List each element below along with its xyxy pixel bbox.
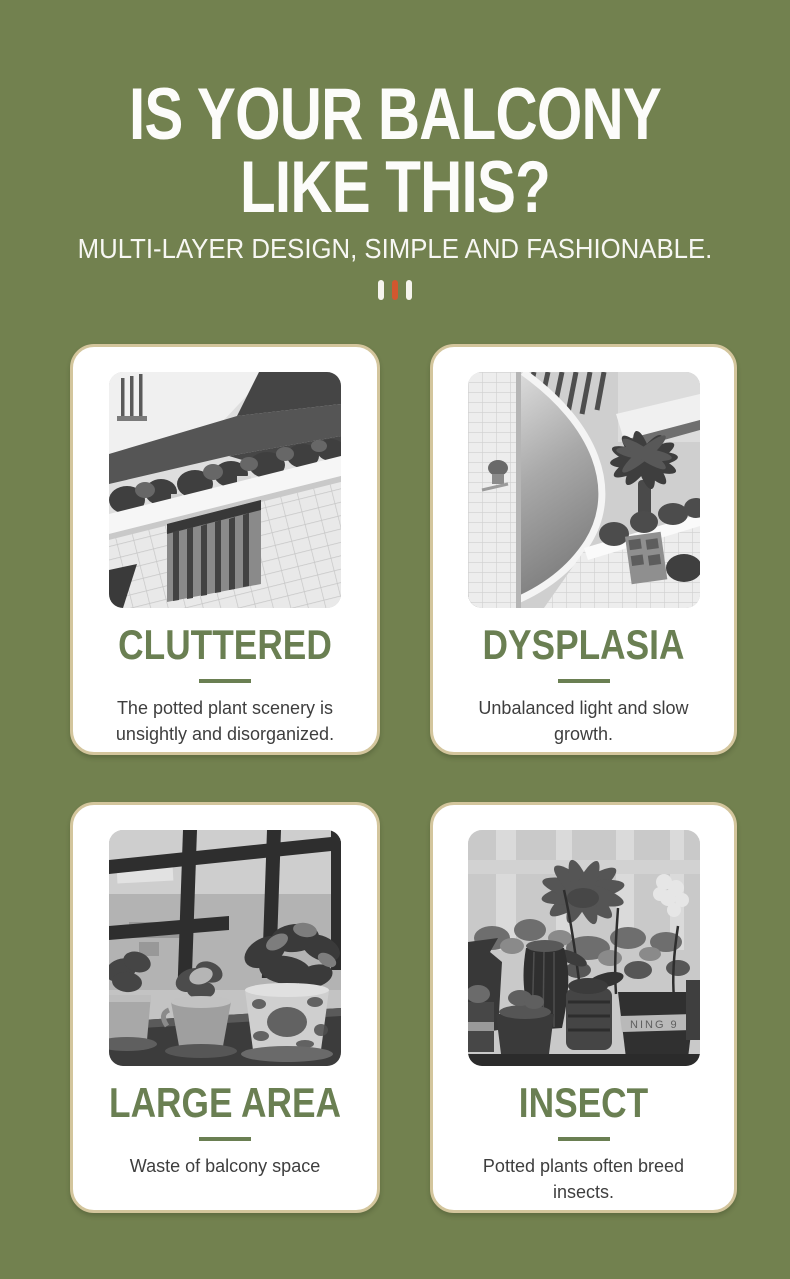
- card-large-area: [70, 802, 380, 1213]
- card-title: DYSPLASIA: [482, 621, 685, 668]
- title-line-2: LIKE THIS?: [240, 147, 550, 228]
- card-description: Unbalanced light and slow growth.: [478, 698, 689, 744]
- tri-bar-divider-icon: [0, 280, 790, 300]
- card-title: CLUTTERED: [118, 621, 332, 668]
- card-divider: [558, 1137, 610, 1141]
- crowded-potted-plants-photo: [468, 830, 700, 1066]
- card-dysplasia: [430, 344, 737, 755]
- title-line-1: IS YOUR BALCONY: [128, 74, 662, 155]
- palm-tree-balcony-photo: [468, 372, 700, 608]
- card-description: Waste of balcony space: [129, 1156, 321, 1176]
- pot-label-text: NING 9: [629, 1019, 679, 1031]
- header: [0, 0, 790, 300]
- card-divider: [558, 679, 610, 683]
- card-divider: [199, 1137, 251, 1141]
- subtitle: MULTI-LAYER DESIGN, SIMPLE AND FASHIONABLE.: [77, 233, 713, 264]
- card-divider: [199, 679, 251, 683]
- divider-bar-middle: [392, 280, 398, 300]
- card-description: Potted plants often breed insects.: [482, 1156, 685, 1202]
- divider-bar-right: [406, 280, 412, 300]
- cluttered-balcony-photo: [109, 372, 341, 608]
- card-description: The potted plant scenery is unsightly and disorganized.: [115, 698, 335, 744]
- card-title: LARGE AREA: [109, 1079, 341, 1126]
- card-insect: [430, 802, 737, 1213]
- card-cluttered: [70, 344, 380, 755]
- divider-bar-left: [378, 280, 384, 300]
- card-title: INSECT: [518, 1079, 649, 1126]
- page-title: [79, 74, 711, 228]
- window-potted-plants-photo: [109, 830, 341, 1066]
- cards-grid: [70, 344, 737, 1213]
